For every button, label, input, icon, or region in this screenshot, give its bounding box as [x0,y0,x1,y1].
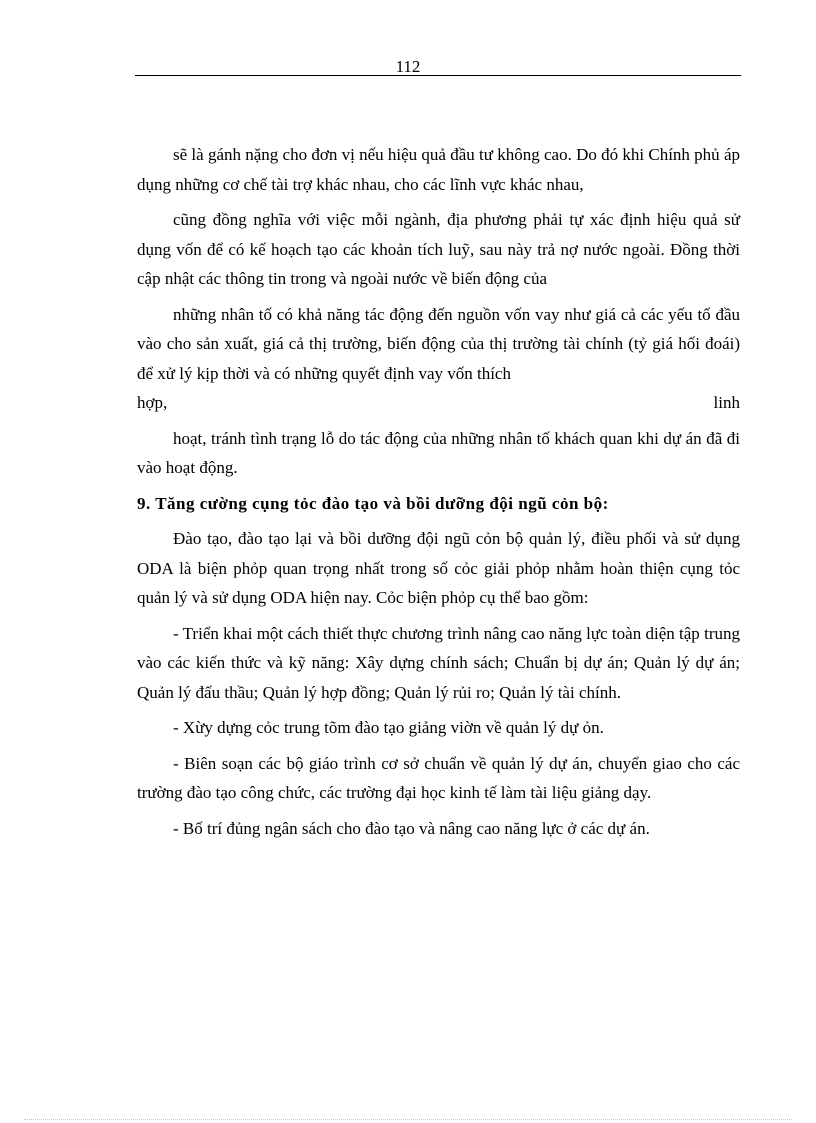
paragraph-3-last-line [137,388,740,418]
paragraph-1: sẽ là gánh nặng cho đơn vị nếu hiệu quả đầu tư không cao. Do đó khi Chính phủ áp dụng những cơ chế tài trợ khác nhau, cho các lĩnh vực khác nhau, [137,145,740,194]
paragraph-5: Đào tạo, đào tạo lại và bồi dưỡng đội ngũ cỏn bộ quản lý, điều phối và sử dụng ODA là biện phỏp quan trọng nhất trong số cỏc giải phỏp nhằm hoàn thiện cụng tỏc quản lý và sử dụng ODA hiện nay. Cỏc biện phỏp cụ thể bao gồm: [137,529,740,607]
page-number: 112 [395,57,421,76]
bullet-1: - Triển khai một cách thiết thực chương trình nâng cao năng lực toàn diện tập trung vào các kiến thức và kỹ năng: Xây dựng chính sách; Chuẩn bị dự án; Quản lý dự án; Quản lý đấu thầu; Quản lý hợp đồng; Quản lý rủi ro; Quản lý tài chính. [137,623,740,702]
paragraph-4: hoạt, tránh tình trạng lỗ do tác động của những nhân tố khách quan khi dự án đã đi vào hoạt động. [137,428,740,477]
paragraph-3-last-right: linh [713,393,740,412]
section-heading: 9. Tăng cường cụng tỏc đào tạo và bồi dưỡng đội ngũ cỏn bộ: [137,493,609,513]
footer-rule [24,1119,792,1120]
bullet-4: - Bố trí đủng ngân sách cho đào tạo và nâng cao năng lực ở các dự án. [173,818,650,838]
paragraph-3-last-left: hợp, [137,393,168,412]
paragraph-3 [137,300,740,418]
bullet-3: - Biên soạn các bộ giáo trình cơ sở chuẩn về quản lý dự án, chuyển giao cho các trường đào tạo công chức, các trường đại học kinh tế làm tài liệu giảng dạy. [137,753,740,802]
header-rule [135,75,741,76]
paragraph-2: cũng đồng nghĩa với việc mỗi ngành, địa phương phải tự xác định hiệu quả sử dụng vốn để có kế hoạch tạo các khoản tích luỹ, sau này trả nợ nước ngoài. Đồng thời cập nhật các thông tin trong và ngoài nước về biến động của [137,210,740,288]
paragraph-3-body: những nhân tố có khả năng tác động đến nguồn vốn vay như giá cả các yếu tố đầu vào cho sản xuất, giá cả thị trường, biến động của thị trường tài chính (tỷ giá hối đoái) để xử lý kịp thời và có những quyết định vay vốn thích [137,304,740,383]
bullet-2: - Xừy dựng cỏc trung tõm đào tạo giảng viờn về quản lý dự ỏn. [173,718,604,737]
document-body [137,140,740,849]
